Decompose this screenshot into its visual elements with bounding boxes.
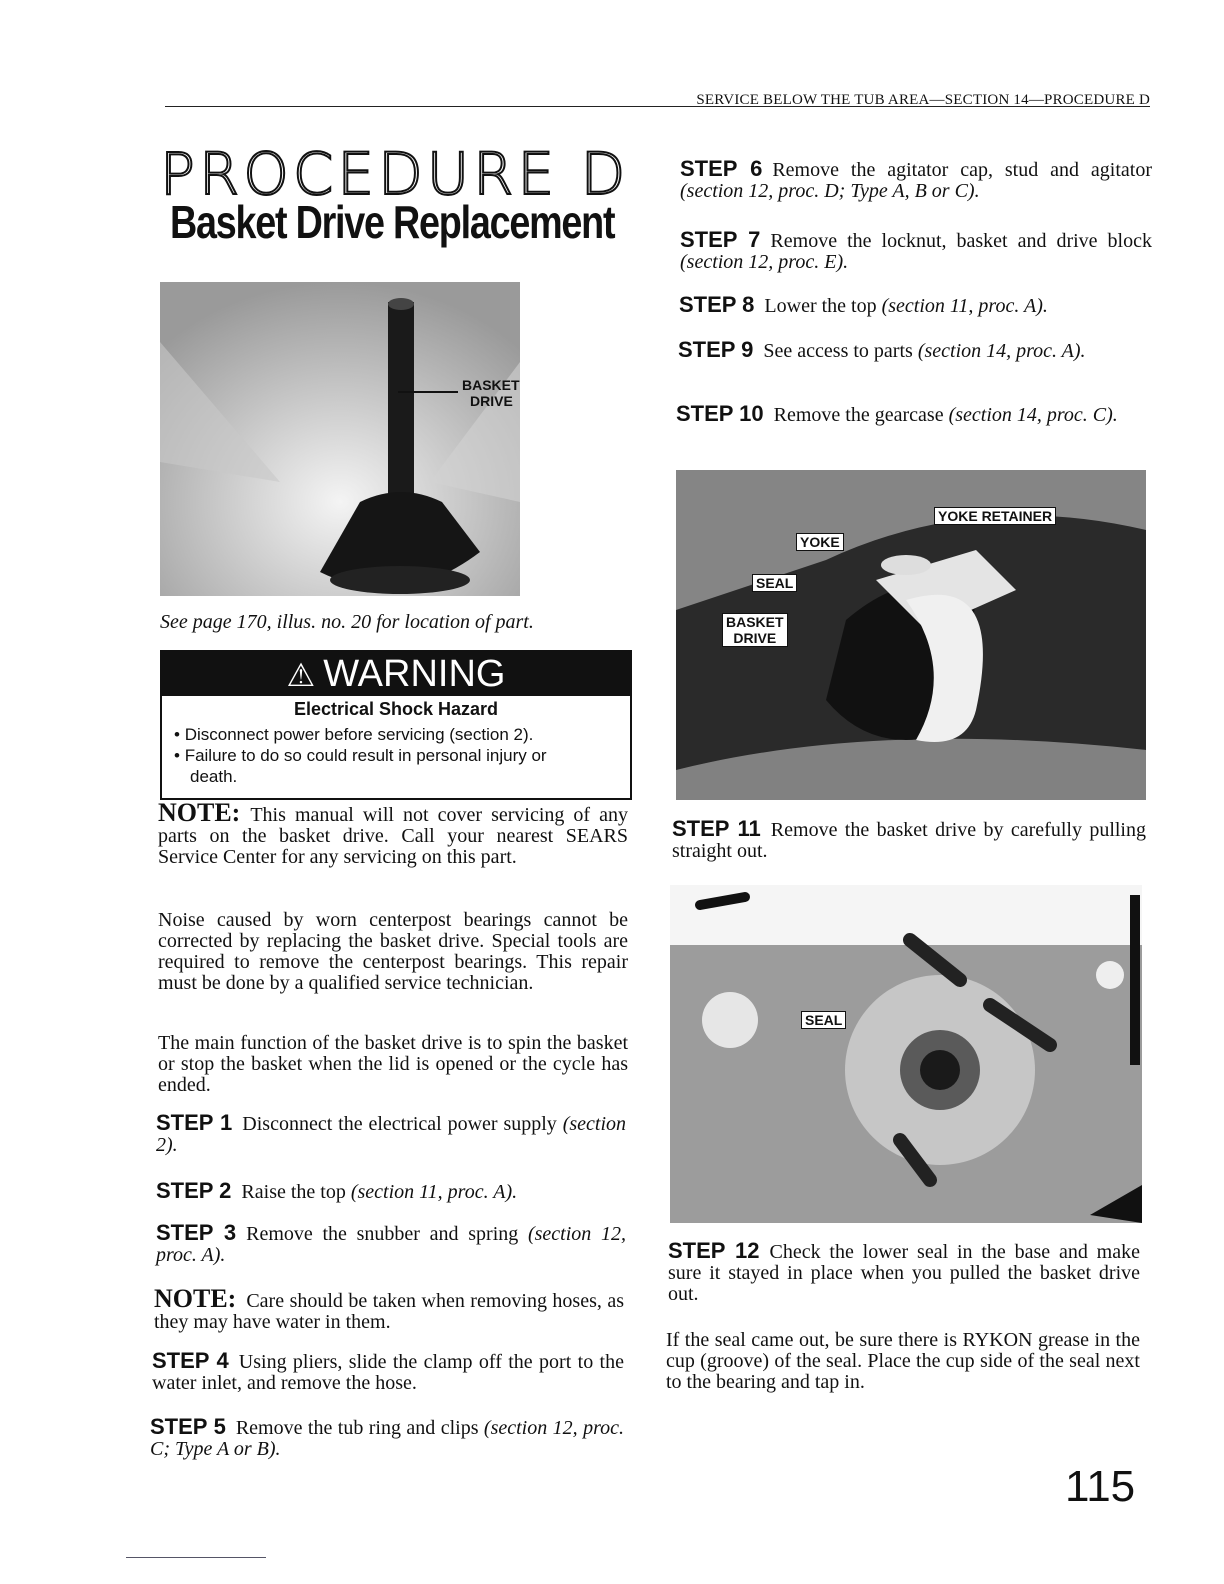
procedure-label: PROCEDURE D [160,140,630,208]
seal-photo [670,885,1142,1223]
step-5: STEP 5 Remove the tub ring and clips (section 12, proc. C; Type A or B). [150,1414,625,1460]
basket-drive-illustration [160,282,520,596]
note-hoses: NOTE: Care should be taken when removing hoses, as they may have water in them. [154,1284,624,1333]
step-11: STEP 11 Remove the basket drive by carefully pulling straight out. [672,816,1146,862]
figure-caption: See page 170, illus. no. 20 for location of part. [160,611,534,633]
seal-label: SEAL [752,574,797,592]
paragraph-function: The main function of the basket drive is to spin the basket or stop the basket when the lid is opened or the cycle has ended. [158,1032,628,1096]
yoke-retainer-label: YOKE RETAINER [934,507,1056,525]
step-7: STEP 7 Remove the locknut, basket and drive block (section 12, proc. E). [680,227,1152,273]
basket-drive-photo [160,282,520,596]
footer-rule [126,1557,266,1558]
basket-drive-callout-line [398,391,458,393]
step-6: STEP 6 Remove the agitator cap, stud and agitator (section 12, proc. D; Type A, B or C). [680,156,1152,202]
step-10: STEP 10 Remove the gearcase (section 14, proc. C). [676,401,1118,426]
warning-subheading: Electrical Shock Hazard [293,699,499,719]
paragraph-bearings: Noise caused by worn centerpost bearings cannot be corrected by replacing the basket drive. Special tools are required to remove the centerpost bearings. This repair must be done by a qualified service technician. [158,909,628,994]
step-12: STEP 12 Check the lower seal in the base and make sure it stayed in place when you pulled the basket drive out. [668,1238,1140,1305]
page-number: 115 [1065,1462,1136,1511]
running-header: SERVICE BELOW THE TUB AREA—SECTION 14—PROCEDURE D [696,92,1150,108]
step-1: STEP 1 Disconnect the electrical power supply (section 2). [156,1110,627,1156]
warning-item-continued: death. [190,767,238,786]
warning-item: • Failure to do so could result in personal injury or [174,745,630,766]
warning-header: ⚠ WARNING [162,652,630,696]
seal-label-bottom: SEAL [801,1011,846,1029]
yoke-label: YOKE [796,533,844,551]
step-9: STEP 9 See access to parts (section 14, proc. A). [678,337,1086,362]
paragraph-rykon: If the seal came out, be sure there is RYKON grease in the cup (groove) of the seal. Place the cup side of the seal next to the bearing and tap in. [666,1329,1140,1393]
warning-box [160,650,632,800]
seal-illustration [670,885,1142,1223]
basket-drive-label: BASKET DRIVE [722,613,788,647]
step-2: STEP 2 Raise the top (section 11, proc. A). [156,1178,518,1203]
page-title: Basket Drive Replacement [170,196,615,248]
note-servicing: NOTE: This manual will not cover servicing of any parts on the basket drive. Call your nearest SEARS Service Center for any servicing on this part. [158,798,628,868]
warning-list [162,724,630,787]
step-3: STEP 3 Remove the snubber and spring (section 12, proc. A). [156,1220,627,1266]
warning-item: • Disconnect power before servicing (section 2). [174,724,630,745]
step-4: STEP 4 Using pliers, slide the clamp off the port to the water inlet, and remove the hose. [152,1348,624,1394]
step-8: STEP 8 Lower the top (section 11, proc. A). [679,292,1048,317]
warning-triangle-icon: ⚠ [286,657,316,693]
basket-drive-callout: BASKET DRIVE [462,377,520,409]
